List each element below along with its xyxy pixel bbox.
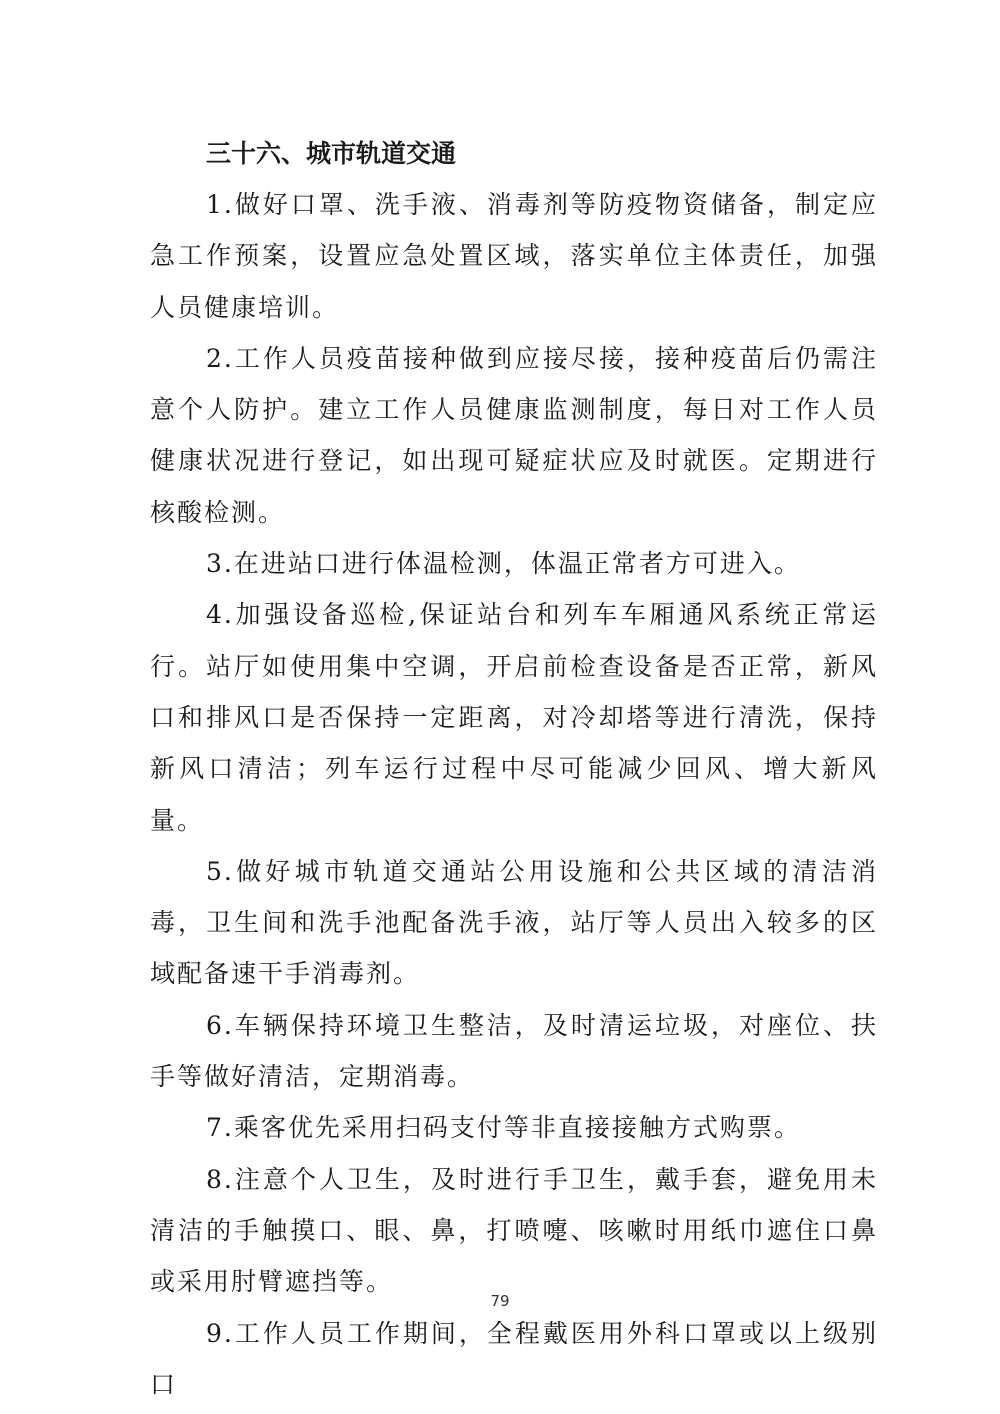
- paragraph-8: 8.注意个人卫生，及时进行手卫生，戴手套，避免用未清洁的手触摸口、眼、鼻，打喷嚏、咳嗽时用纸巾遮住口鼻或采用肘臂遮挡等。: [150, 1164, 878, 1297]
- document-page: [150, 128, 878, 1410]
- paragraph-7: 7.乘客优先采用扫码支付等非直接接触方式购票。: [206, 1113, 801, 1143]
- section-title: 三十六、城市轨道交通: [206, 139, 457, 168]
- paragraph-6: 6.车辆保持环境卫生整洁，及时清运垃圾，对座位、扶手等做好清洁，定期消毒。: [150, 1010, 878, 1092]
- paragraph-2: 2.工作人员疫苗接种做到应接尽接，接种疫苗后仍需注意个人防护。建立工作人员健康监测制度，每日对工作人员健康状况进行登记，如出现可疑症状应及时就医。定期进行核酸检测。: [150, 343, 878, 527]
- page-number: 79: [490, 1292, 510, 1310]
- paragraph-3: 3.在进站口进行体温检测，体温正常者方可进入。: [206, 549, 801, 579]
- paragraph-4: 4.加强设备巡检,保证站台和列车车厢通风系统正常运行。站厅如使用集中空调，开启前检查设备是否正常，新风口和排风口是否保持一定距离，对冷却塔等进行清洗，保持新风口清洁；列车运行过程中尽可能减少回风、增大新风量。: [150, 600, 878, 835]
- paragraph-1: 1.做好口罩、洗手液、消毒剂等防疫物资储备，制定应急工作预案，设置应急处置区域，落实单位主体责任，加强人员健康培训。: [150, 190, 878, 322]
- paragraph-5: 5.做好城市轨道交通站公用设施和公共区域的清洁消毒，卫生间和洗手池配备洗手液，站厅等人员出入较多的区域配备速干手消毒剂。: [150, 856, 878, 989]
- paragraph-9: 9.工作人员工作期间，全程戴医用外科口罩或以上级别口: [150, 1318, 878, 1399]
